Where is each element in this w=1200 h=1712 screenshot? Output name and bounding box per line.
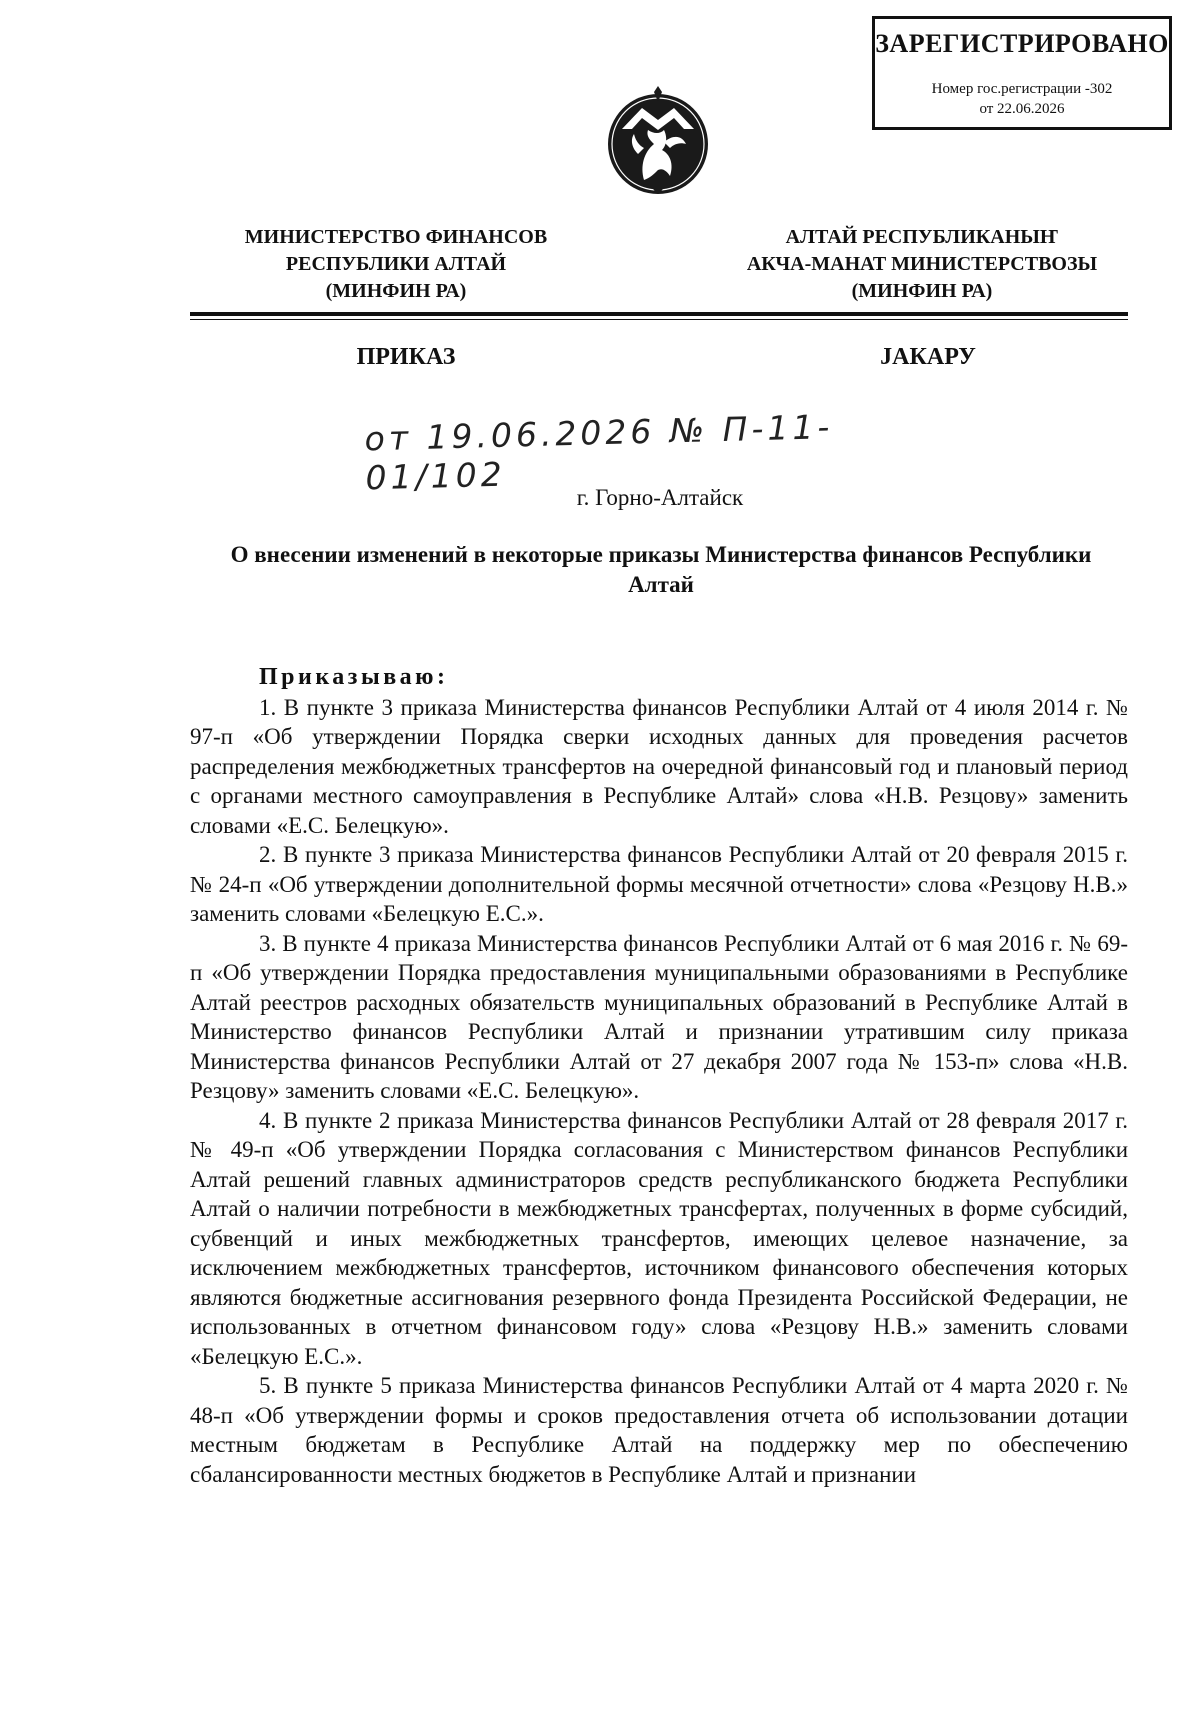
doc-type-ru: ПРИКАЗ <box>356 344 456 370</box>
ministry-name-ru-line3: (МИНФИН РА) <box>325 280 467 302</box>
header-divider-thick <box>190 312 1128 316</box>
order-item-5: 5. В пункте 5 приказа Министерства финансов Республики Алтай от 4 марта 2020 г. № 48-п «Об утверждении формы и сроков предоставления отчета об использовании дотации местным бюджетам в Республике Алтай на поддержку мер по обеспечению сбалансированности местных бюджетов в Республике Алтай и признании <box>190 1373 1128 1487</box>
handwritten-date-number: от 19.06.2026 № П-11-01/102 <box>364 407 834 498</box>
registration-stamp-title: ЗАРЕГИСТРИРОВАНО <box>875 29 1169 58</box>
order-item-4: 4. В пункте 2 приказа Министерства финансов Республики Алтай от 28 февраля 2017 г. № 49-п «Об утверждении Порядка согласования с Министерством финансов Республики Алтай решений главных администраторов средств республиканского бюджета Республики Алтай о наличии потребности в межбюджетных трансфертах, полученных в форме субсидий, субвенций и иных межбюджетных трансфертов, имеющих целевое назначение, за исключением межбюджетных трансфертов, источником финансового обеспечения которых являются бюджетные ассигнования резервного фонда Президента Российской Федерации, не использованных в отчетном финансовом году» слова «Резцову Н.В.» заменить словами «Белецкую Е.С.». <box>190 1107 1128 1369</box>
order-item-1: 1. В пункте 3 приказа Министерства финансов Республики Алтай от 4 июля 2014 г. № 97-п «Об утверждении Порядка сверки исходных данных для проведения расчетов распределения межбюджетных трансфертов на очередной финансовый год и плановый период с органами местного самоуправления в Республике Алтай» слова «Н.В. Резцову» заменить словами «Е.С. Белецкую». <box>190 694 1128 838</box>
doc-type-alt: JАКАРУ <box>880 344 976 370</box>
ministry-name-ru <box>186 224 606 305</box>
document-title: О внесении изменений в некоторые приказы Министерства финансов Республики Алтай <box>230 542 1092 597</box>
ministry-name-ru-line1: МИНИСТЕРСТВО ФИНАНСОВ <box>244 226 548 248</box>
registration-date: от 22.06.2026 <box>979 101 1065 117</box>
ministry-name-alt <box>712 224 1132 305</box>
republic-altai-emblem-icon <box>604 84 712 200</box>
ministry-name-alt-line3: (МИНФИН РА) <box>851 280 993 302</box>
registration-number: Номер гос.регистрации -302 <box>931 81 1113 97</box>
order-item-2: 2. В пункте 3 приказа Министерства финансов Республики Алтай от 20 февраля 2015 г. № 24-п «Об утверждении дополнительной формы месячной отчетности» слова «Резцову Н.В.» заменить словами «Белецкую Е.С.». <box>190 842 1128 926</box>
registration-stamp <box>872 16 1172 130</box>
ministry-name-ru-line2: РЕСПУБЛИКИ АЛТАЙ <box>285 253 507 275</box>
document-body <box>190 663 1128 1489</box>
ministry-name-alt-line1: АЛТАЙ РЕСПУБЛИКАНЫҤ <box>785 226 1059 248</box>
city: г. Горно-Алтайск <box>576 485 744 510</box>
header-divider-thin <box>190 319 1128 320</box>
order-word: Приказываю: <box>259 664 449 690</box>
order-item-3: 3. В пункте 4 приказа Министерства финансов Республики Алтай от 6 мая 2016 г. № 69-п «Об утверждении Порядка предоставления муниципальными образованиями в Республике Алтай реестров расходных обязательств муниципальных образований в Республике Алтай в Министерство финансов Республики Алтай и признании утратившим силу приказа Министерства финансов Республики Алтай от 27 декабря 2007 года № 153-п» слова «Н.В. Резцову» заменить словами «Е.С. Белецкую». <box>190 930 1128 1103</box>
ministry-name-alt-line2: АКЧА-МАНАТ МИНИСТЕРСТВОЗЫ <box>746 253 1098 275</box>
